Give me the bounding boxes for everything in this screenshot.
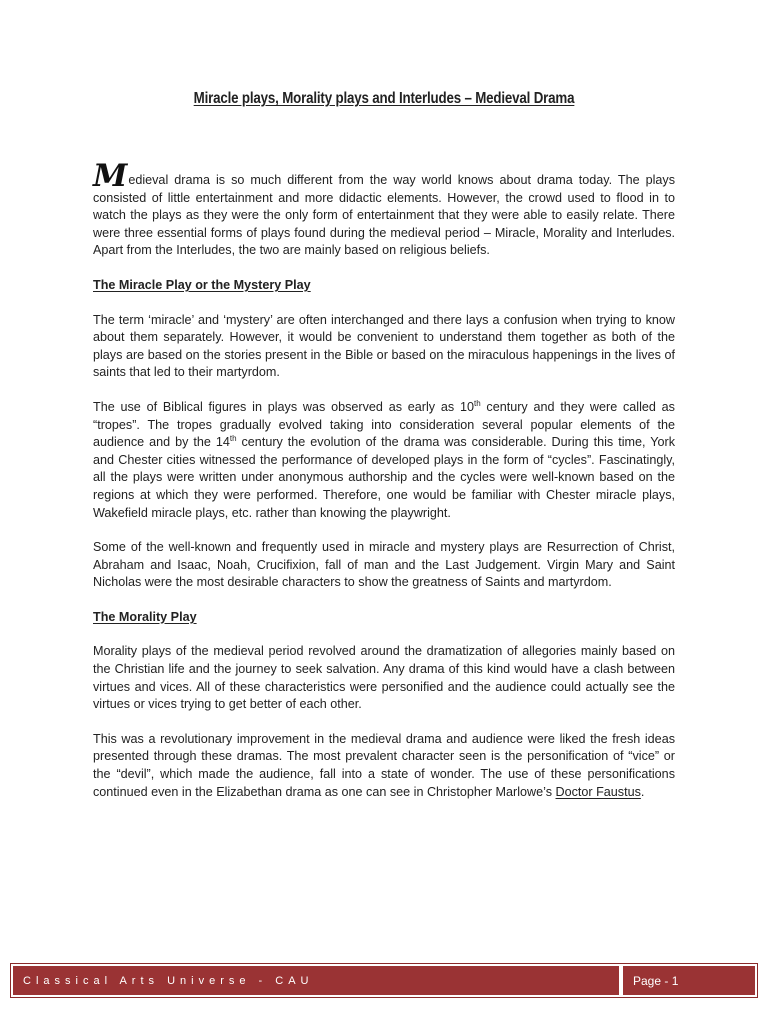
section-heading-morality-text: The Morality Play: [93, 609, 197, 624]
superscript-th-2: th: [229, 433, 237, 443]
doctor-faustus-link[interactable]: Doctor Faustus: [555, 784, 641, 799]
miracle-paragraph-3: Some of the well-known and frequently used in miracle and mystery plays are Resurrection of Christ, Abraham and Isaac, Noah, Crucifixion, fall of man and the Last Judgement. Virgin Mary and Saint Nicholas were the most desirable characters to show the greatness of Saints and martyrdom.: [93, 540, 675, 590]
superscript-th-1: th: [473, 398, 481, 408]
morality-p2-end: .: [640, 784, 645, 799]
morality-p2-text: This was a revolutionary improvement in the medieval drama and audience were liked the fresh ideas presented through these dramas. The most prevalent character seen is the personification of “vice” or the “devil”, which made the audience, fall into a state of wonder. The use of these personifications continued even in the Elizabethan drama as one can see in Christopher Marlowe’s: [93, 731, 675, 799]
page-footer: [10, 963, 758, 998]
document-body: [93, 158, 675, 818]
miracle-p2-part-c: century the evolution of the drama was considerable. During this time, York and Chester cities witnessed the performance of developed plays in the form of “cycles”. Fascinatingly, all the plays were written under anonymous authorship and the cycles were well-known based on the regions at which they were performed. Therefore, one would be familiar with Chester miracle plays, Wakefield miracle plays, etc. rather than knowing the playwright.: [93, 435, 675, 520]
section-heading-morality: [93, 609, 675, 627]
section-heading-miracle-text: The Miracle Play or the Mystery Play: [93, 277, 311, 292]
miracle-p2-part-a: The use of Biblical figures in plays was observed as early as 10: [93, 399, 474, 414]
intro-paragraph: [93, 158, 675, 260]
section-heading-miracle: [93, 277, 675, 295]
drop-cap: M: [93, 158, 128, 194]
intro-text: edieval drama is so much different from the way world knows about drama today. The plays consisted of little entertainment and more didactic elements. However, the crowd used to flood in to watch the plays as they were the only form of entertainment that they were able to easily relate. There were three essential forms of plays found during the medieval period – Miracle, Morality and Interludes. Apart from the Interludes, the two are mainly based on religious beliefs.: [93, 173, 675, 258]
miracle-p2-part-b: century and they were called as “tropes”. The tropes gradually evolved taking into consideration several popular elements of the audience and by the 14: [93, 399, 675, 450]
page-title-text: Miracle plays, Morality plays and Interludes – Medieval Drama: [193, 90, 575, 107]
footer-site-name: Classical Arts Universe - CAU: [13, 966, 619, 995]
morality-paragraph-1: Morality plays of the medieval period revolved around the dramatization of allegories mainly based on the Christian life and the journey to seek salvation. Any drama of this kind would have a clash between virtues and vices. All of these characteristics were personified and the audience could actually see the virtues or vices trying to get better of each other.: [93, 644, 675, 712]
page-title: [54, 90, 714, 108]
footer-page-number: Page - 1: [623, 966, 755, 995]
miracle-paragraph-1: The term ‘miracle’ and ‘mystery’ are often interchanged and there lays a confusion when trying to know about them separately. However, it would be convenient to understand them together as both of the plays are based on the stories present in the Bible or based on the miraculous happenings in the lives of saints that led to their martyrdom.: [93, 312, 675, 380]
morality-paragraph-2: [93, 731, 675, 801]
miracle-paragraph-2: [93, 399, 675, 522]
